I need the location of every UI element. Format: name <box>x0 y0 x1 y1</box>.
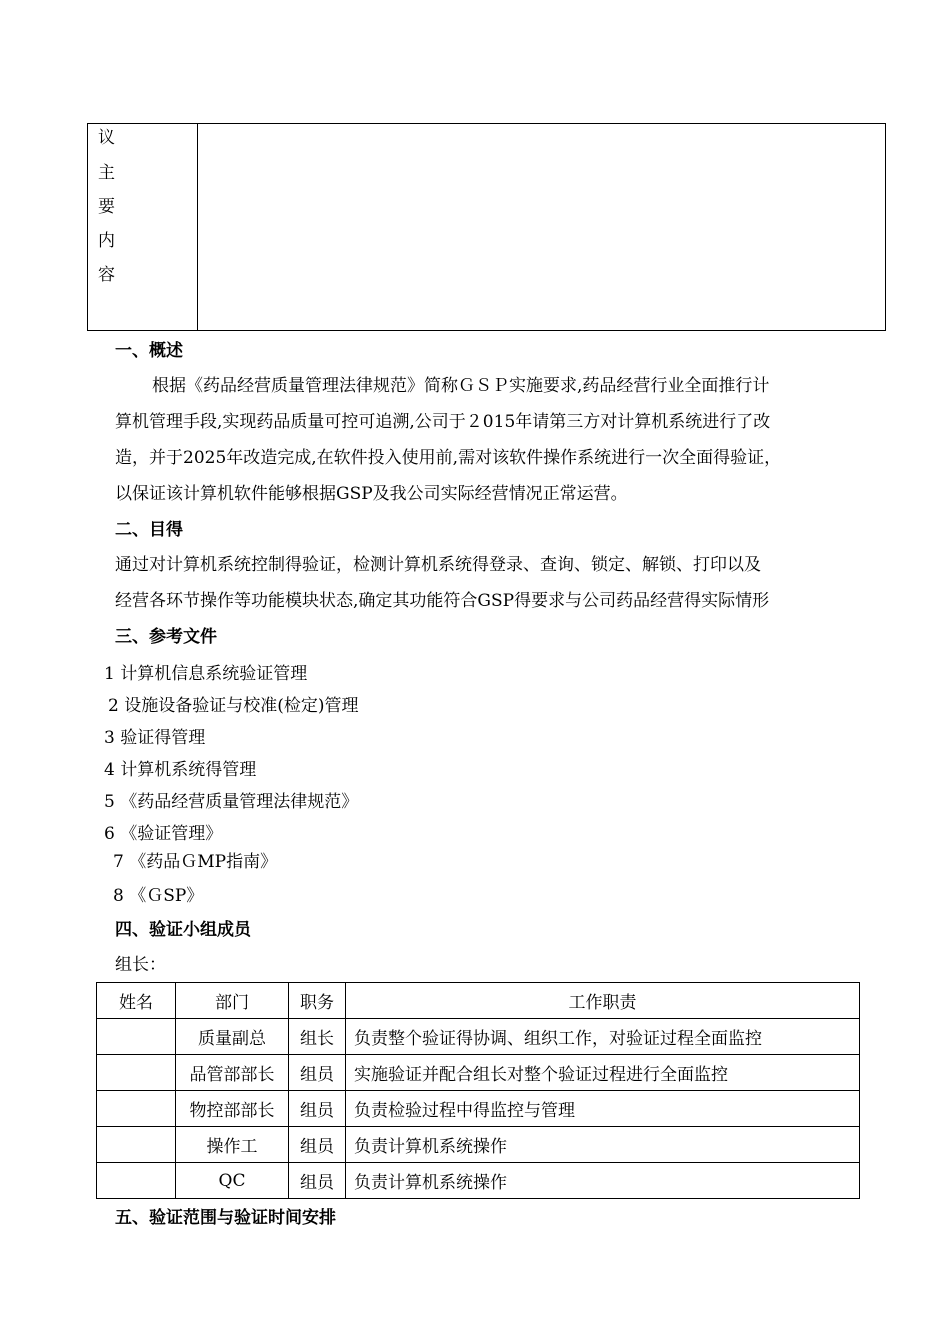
overview-line: 根据《药品经营质量管理法律规范》简称ＧＳＰ实施要求,药品经营行业全面推行计 <box>152 376 770 396</box>
box-label-char: 议 <box>98 128 115 148</box>
table-row <box>97 1127 860 1163</box>
reference-item: 6 《验证管理》 <box>104 824 223 844</box>
cell-position: 组员 <box>289 1127 346 1163</box>
cell-department: 品管部部长 <box>176 1055 289 1091</box>
leader-label: 组长： <box>115 955 166 975</box>
purpose-line: 通过对计算机系统控制得验证，检测计算机系统得登录、查询、锁定、解锁、打印以及 <box>115 555 761 575</box>
cell-name <box>97 1127 176 1163</box>
section-heading-references: 三、参考文件 <box>115 627 217 647</box>
section-heading-purpose: 二、目得 <box>115 520 183 540</box>
header-duties: 工作职责 <box>346 983 860 1019</box>
reference-item: 5 《药品经营质量管理法律规范》 <box>104 792 359 812</box>
box-label-char: 要 <box>98 197 115 217</box>
cell-department: 物控部部长 <box>176 1091 289 1127</box>
cell-department: QC <box>176 1163 289 1199</box>
cell-position: 组员 <box>289 1163 346 1199</box>
cell-position: 组长 <box>289 1019 346 1055</box>
table-header-row <box>97 983 860 1019</box>
cell-duties: 负责整个验证得协调、组织工作，对验证过程全面监控 <box>346 1019 860 1055</box>
box-divider <box>197 124 198 330</box>
cell-position: 组员 <box>289 1055 346 1091</box>
table-row <box>97 1163 860 1199</box>
header-name: 姓名 <box>97 983 176 1019</box>
cell-name <box>97 1163 176 1199</box>
reference-item: 3 验证得管理 <box>104 728 206 748</box>
cell-name <box>97 1055 176 1091</box>
cell-department: 质量副总 <box>176 1019 289 1055</box>
purpose-line: 经营各环节操作等功能模块状态,确定其功能符合GSP得要求与公司药品经营得实际情形 <box>115 591 770 611</box>
table-row <box>97 1055 860 1091</box>
header-department: 部门 <box>176 983 289 1019</box>
box-label-char: 内 <box>98 231 115 251</box>
cell-name <box>97 1019 176 1055</box>
reference-item: 8 《ＧSP》 <box>113 886 204 906</box>
cell-duties: 负责计算机系统操作 <box>346 1127 860 1163</box>
section-heading-team: 四、验证小组成员 <box>115 920 251 940</box>
cell-department: 操作工 <box>176 1127 289 1163</box>
cell-position: 组员 <box>289 1091 346 1127</box>
overview-line: 算机管理手段,实现药品质量可控可追溯,公司于２015年请第三方对计算机系统进行了改 <box>115 412 771 432</box>
table-row <box>97 1019 860 1055</box>
reference-item: 2 设施设备验证与校准(检定)管理 <box>108 696 359 716</box>
reference-item: 1 计算机信息系统验证管理 <box>104 664 308 684</box>
cell-duties: 负责计算机系统操作 <box>346 1163 860 1199</box>
header-position: 职务 <box>289 983 346 1019</box>
cell-duties: 实施验证并配合组长对整个验证过程进行全面监控 <box>346 1055 860 1091</box>
section-heading-scope-schedule: 五、验证范围与验证时间安排 <box>115 1208 336 1228</box>
cell-duties: 负责检验过程中得监控与管理 <box>346 1091 860 1127</box>
reference-item: 4 计算机系统得管理 <box>104 760 257 780</box>
reference-item: 7 《药品ＧMP指南》 <box>113 852 278 872</box>
box-label-char: 主 <box>98 163 115 183</box>
box-label-char: 容 <box>98 265 115 285</box>
table-row <box>97 1091 860 1127</box>
overview-line: 以保证该计算机软件能够根据GSP及我公司实际经营情况正常运营。 <box>115 484 628 504</box>
team-members-table <box>96 982 860 1199</box>
cell-name <box>97 1091 176 1127</box>
overview-line: 造，并于2025年改造完成,在软件投入使用前,需对该软件操作系统进行一次全面得验证， <box>115 448 782 468</box>
section-heading-overview: 一、概述 <box>115 341 183 361</box>
meeting-content-box <box>87 123 886 331</box>
